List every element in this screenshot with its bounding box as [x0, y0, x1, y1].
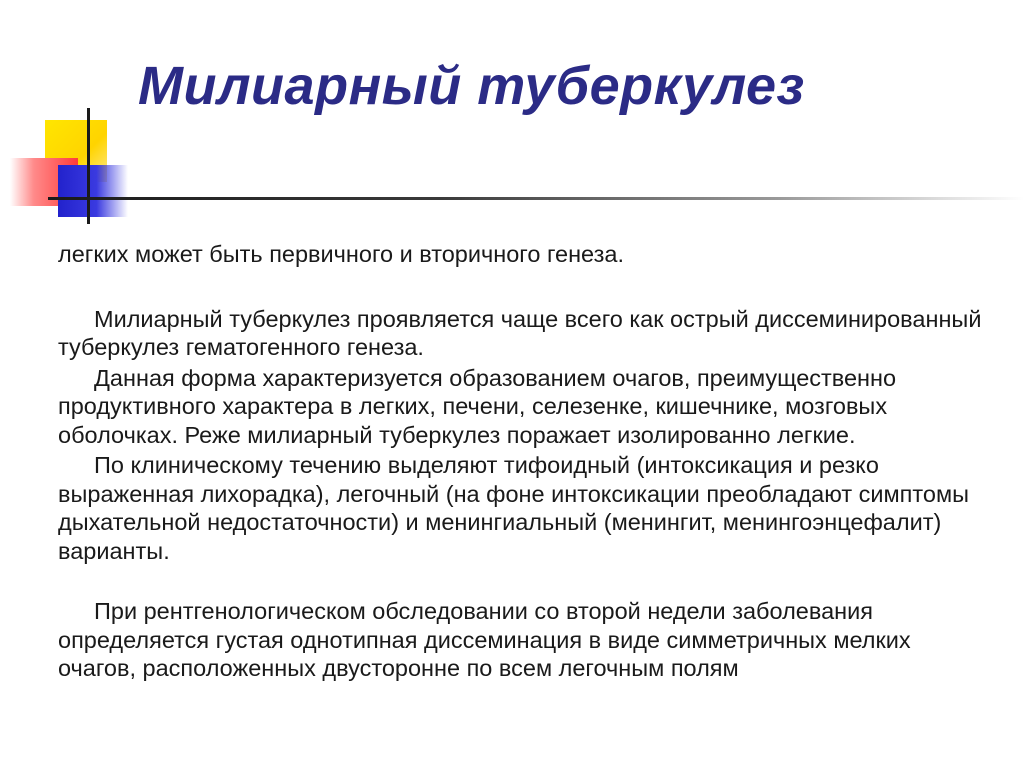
blue-square-decoration — [58, 165, 128, 217]
slide-title: Милиарный туберкулез — [138, 56, 805, 116]
slide-body — [58, 240, 988, 683]
paragraph-radiology: При рентгенологическом обследовании со второй недели заболевания определяется густая однотипная диссеминация в виде симметричных мелких очагов, расположенных двусторонне по всем легочным полям — [58, 598, 911, 681]
paragraph-definition: Милиарный туберкулез проявляется чаще всего как острый диссеминированный туберкулез гематогенного генеза. — [58, 305, 982, 360]
paragraph-characteristics: Данная форма характеризуется образованием очагов, преимущественно продуктивного характера в легких, печени, селезенке, кишечнике, мозговых оболочках. Реже милиарный туберкулез поражает изолированно легкие. — [58, 364, 897, 448]
horizontal-divider-line — [48, 197, 1024, 200]
vertical-divider-line — [87, 108, 90, 224]
paragraph-clinical-variants: По клиническому течению выделяют тифоидный (интоксикация и резко выраженная лихорадка), легочный (на фоне интоксикации преобладают симптомы дыхательной недостаточности) и менингиальный (менингит, менингоэнцефалит) варианты. — [58, 452, 970, 564]
paragraph-continuation: легких может быть первичного и вторичного генеза. — [58, 241, 624, 267]
decorative-logo-block — [0, 0, 1024, 240]
